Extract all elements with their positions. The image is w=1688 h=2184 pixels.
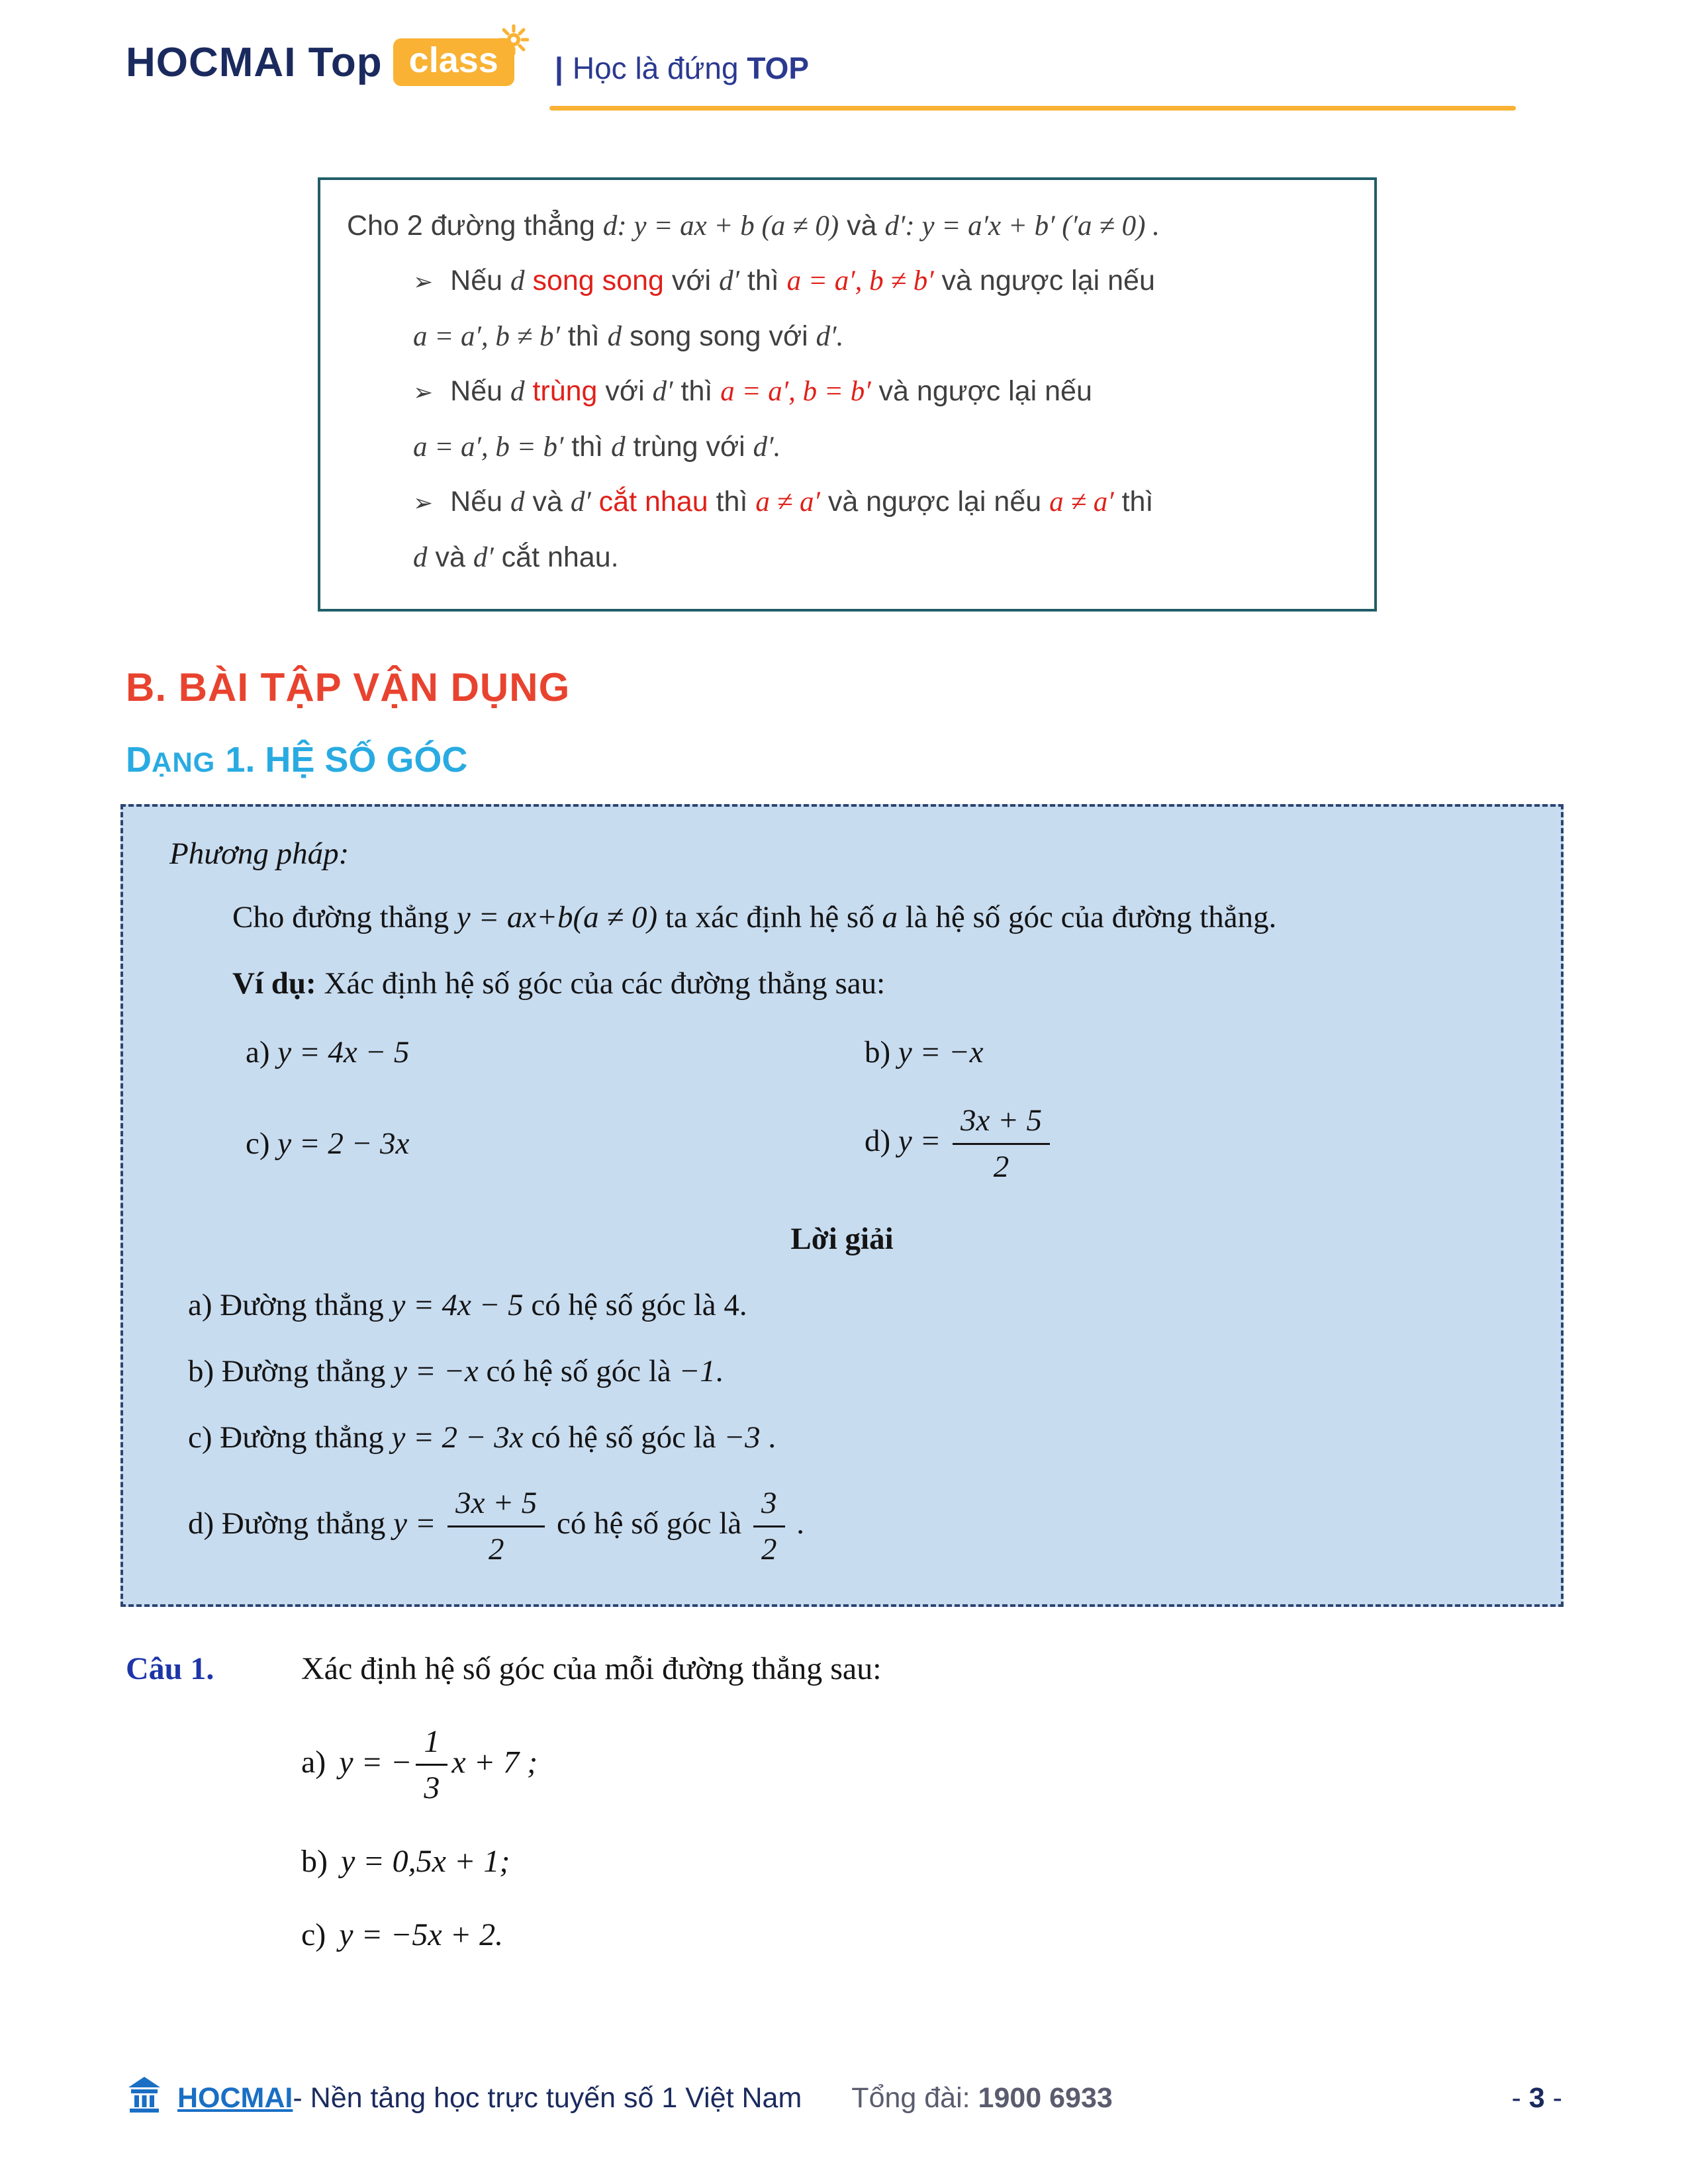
theory-box xyxy=(318,177,1377,612)
bullet-arrow-icon: ➢ xyxy=(413,379,434,406)
example-item-d xyxy=(865,1103,1054,1184)
header-logo xyxy=(126,38,514,86)
math-expression: y = ax+b(a ≠ 0) xyxy=(456,900,658,934)
house-icon xyxy=(126,2075,163,2121)
text-segment: thì xyxy=(708,486,756,518)
math-expression: a = a′, b = b′ xyxy=(413,432,564,463)
red-text: song song xyxy=(524,265,664,296)
logo-brand-text: HOCMAI Top xyxy=(126,39,383,85)
dang-word-smallcaps: ẠNG xyxy=(152,747,216,778)
question-1-label: Câu 1. xyxy=(126,1651,214,1686)
text-segment: thì xyxy=(1113,486,1154,518)
theory-intro xyxy=(347,199,1354,253)
example-item-c xyxy=(246,1126,865,1161)
solution-a xyxy=(188,1287,1515,1323)
solution-title: Lời giải xyxy=(790,1222,894,1257)
math-expression: y = −x xyxy=(393,1354,479,1389)
item-label: a) xyxy=(301,1744,326,1780)
theory-bullet-3-line-2 xyxy=(347,530,1354,585)
math-expression: d′ xyxy=(473,542,494,573)
text-segment: thì xyxy=(563,431,612,463)
text-segment: với xyxy=(663,265,720,296)
question-1-items xyxy=(301,1724,1562,1954)
question-1-heading xyxy=(126,1651,1562,1687)
dang1-title xyxy=(126,739,1562,780)
item-label: a) xyxy=(246,1035,270,1069)
page-number-dash: - xyxy=(1511,2082,1529,2114)
text-segment: a) Đường thẳng xyxy=(188,1288,392,1323)
example-item-b xyxy=(865,1034,984,1070)
question-1-prompt: Xác định hệ số góc của mỗi đường thẳng sau: xyxy=(301,1651,882,1686)
text-segment: với xyxy=(597,375,653,407)
page-number xyxy=(1512,2082,1562,2115)
math-expression: d xyxy=(510,486,525,518)
item-label: c) xyxy=(246,1126,270,1161)
math-expression: d xyxy=(413,542,428,573)
text-segment: và xyxy=(427,541,473,573)
math-expression: d xyxy=(510,265,525,296)
math-expression: y = 4x − 5 xyxy=(391,1288,524,1323)
math-expression: y = 4x − 5 xyxy=(277,1035,410,1069)
text-segment: là hệ số góc của đường thẳng. xyxy=(897,900,1277,934)
theory-bullet-1-line-2 xyxy=(347,309,1354,364)
example-heading xyxy=(232,966,1515,1001)
math-expression: y = 0,5x + 1; xyxy=(340,1844,510,1879)
text-segment: và xyxy=(524,486,571,518)
theory-bullet-2-line-2 xyxy=(347,420,1354,475)
text-segment: có hệ số góc là 4. xyxy=(523,1288,747,1323)
fraction xyxy=(447,1486,545,1567)
fraction xyxy=(953,1103,1050,1184)
method-label: Phương pháp: xyxy=(169,837,350,871)
example-text: Xác định hệ số góc của các đường thẳng sau: xyxy=(316,966,886,1001)
bullet-arrow-icon: ➢ xyxy=(413,268,434,295)
example-label: Ví dụ: xyxy=(232,966,316,1001)
gear-icon xyxy=(498,23,529,64)
text-segment: thì xyxy=(673,375,721,407)
question-item-a xyxy=(301,1724,1562,1807)
header-underline xyxy=(549,106,1516,111)
text-segment: song song với xyxy=(622,320,816,352)
solution-c xyxy=(188,1420,1515,1455)
math-expression: −3 xyxy=(724,1420,761,1455)
math-expression: y = 2 − 3x xyxy=(277,1126,410,1161)
math-expression: −1 xyxy=(679,1354,716,1389)
footer-hotline xyxy=(851,2082,1113,2115)
method-statement xyxy=(232,899,1515,935)
text-segment: Nếu xyxy=(450,375,511,407)
math-expression: d′ xyxy=(652,376,673,407)
hotline-label: Tổng đài: xyxy=(851,2082,978,2114)
math-expression: d′ xyxy=(719,265,739,296)
section-b-title: B. BÀI TẬP VẬN DỤNG xyxy=(126,665,571,709)
logo-class-text: class xyxy=(408,40,498,80)
footer xyxy=(126,2075,1562,2121)
question-1 xyxy=(126,1651,1562,1954)
red-math-expression: a ≠ a′ xyxy=(1049,486,1114,518)
red-math-expression: a ≠ a′ xyxy=(755,486,820,518)
text-segment: Cho 2 đường thẳng xyxy=(347,210,603,242)
text-segment: và ngược lại nếu xyxy=(933,265,1155,296)
text-segment: và xyxy=(839,210,885,242)
fraction-denominator: 2 xyxy=(488,1531,504,1567)
dang-rest: 1. HỆ SỐ GÓC xyxy=(215,740,468,780)
text-segment: . xyxy=(760,1420,776,1455)
text-segment: trùng với xyxy=(625,431,753,463)
fraction-numerator: 3 xyxy=(753,1486,785,1527)
text-segment: . xyxy=(715,1354,724,1389)
fraction-numerator: 1 xyxy=(416,1724,447,1766)
theory-bullet-3-line-1 xyxy=(347,475,1354,530)
hotline-number: 1900 6933 xyxy=(978,2082,1113,2114)
footer-tagline: - Nền tảng học trực tuyến số 1 Việt Nam xyxy=(293,2082,802,2114)
theory-bullet-1-line-1 xyxy=(347,253,1354,309)
text-segment: cắt nhau. xyxy=(493,541,619,573)
math-expression: y = xyxy=(393,1506,444,1541)
math-expression: d xyxy=(510,376,525,407)
math-expression: d′: y = a′x + b′ (′a ≠ 0) . xyxy=(884,210,1160,242)
text-segment: có hệ số góc là xyxy=(549,1506,750,1541)
footer-brand-link[interactable]: HOCMAI xyxy=(177,2082,293,2114)
example-item-a xyxy=(246,1034,865,1070)
math-expression: y = 2 − 3x xyxy=(391,1420,524,1455)
fraction xyxy=(753,1486,785,1567)
red-math-expression: a = a′, b ≠ b′ xyxy=(786,265,934,296)
dang-word-cap: D xyxy=(126,740,152,780)
page-number-dash: - xyxy=(1544,2082,1562,2114)
math-expression: a = a′, b ≠ b′ xyxy=(413,321,560,352)
page-number-value: 3 xyxy=(1528,2082,1545,2114)
text-segment: d) Đường thẳng xyxy=(188,1506,394,1541)
red-math-expression: a = a′, b = b′ xyxy=(720,376,871,407)
text-segment: Cho đường thẳng xyxy=(232,900,457,934)
question-item-c xyxy=(301,1917,1562,1953)
tagline-pipe: | xyxy=(555,51,563,85)
item-label: b) xyxy=(865,1035,891,1069)
red-text: cắt nhau xyxy=(590,486,708,518)
item-label: c) xyxy=(301,1917,326,1952)
fraction-numerator: 3x + 5 xyxy=(447,1486,545,1527)
item-label: b) xyxy=(301,1844,328,1879)
fraction xyxy=(416,1724,447,1807)
tagline-top: TOP xyxy=(747,51,810,85)
fraction-denominator: 2 xyxy=(761,1531,777,1567)
red-text: trùng xyxy=(524,375,598,407)
text-segment: và ngược lại nếu xyxy=(870,375,1092,407)
math-expression: d′. xyxy=(816,321,844,352)
text-segment: ta xác định hệ số xyxy=(657,900,882,934)
header xyxy=(126,38,1562,138)
math-expression: y = −x xyxy=(898,1035,984,1069)
math-expression: y = − xyxy=(339,1744,412,1780)
math-expression: d xyxy=(607,321,622,352)
text-segment: . xyxy=(788,1506,805,1541)
math-expression: a xyxy=(882,900,898,934)
fraction-numerator: 3x + 5 xyxy=(953,1103,1050,1145)
example-row-2 xyxy=(246,1103,1515,1184)
item-label: d) xyxy=(865,1123,891,1158)
bullet-arrow-icon: ➢ xyxy=(413,489,434,516)
text-segment: Nếu xyxy=(450,486,511,518)
header-tagline xyxy=(555,50,809,86)
text-segment: có hệ số góc là xyxy=(523,1420,724,1455)
text-segment: thì xyxy=(739,265,787,296)
example-row-1 xyxy=(246,1034,1515,1070)
solution-d xyxy=(188,1486,1515,1567)
text-segment: có hệ số góc là xyxy=(478,1354,679,1389)
math-expression: d: y = ax + b (a ≠ 0) xyxy=(602,210,839,242)
text-segment: b) Đường thẳng xyxy=(188,1354,394,1389)
text-segment: Nếu xyxy=(450,265,511,296)
math-expression: y = −5x + 2. xyxy=(339,1917,504,1952)
solution-b xyxy=(188,1353,1515,1389)
logo-class-badge xyxy=(393,38,514,86)
text-segment: và ngược lại nếu xyxy=(820,486,1050,518)
math-expression: d′ xyxy=(570,486,591,518)
question-item-b xyxy=(301,1843,1562,1880)
text-segment: c) Đường thẳng xyxy=(188,1420,392,1455)
fraction-denominator: 2 xyxy=(993,1149,1009,1184)
math-expression: d xyxy=(611,432,626,463)
math-expression: y = xyxy=(898,1123,949,1158)
method-box xyxy=(120,804,1564,1607)
theory-bullet-2-line-1 xyxy=(347,364,1354,420)
fraction-denominator: 3 xyxy=(424,1770,440,1806)
tagline-text: Học là đứng xyxy=(572,51,747,85)
text-segment: thì xyxy=(559,320,608,352)
math-expression: x + 7 ; xyxy=(451,1744,538,1780)
math-expression: d′. xyxy=(753,432,781,463)
